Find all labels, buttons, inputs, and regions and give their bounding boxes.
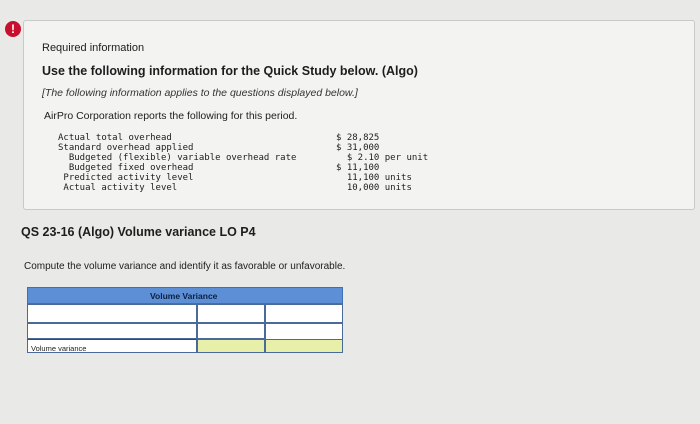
data-value: $ 31,000 (336, 143, 380, 153)
blank-row2-favorable-select[interactable] (197, 323, 265, 339)
required-label: Required information (42, 42, 145, 54)
data-label: Standard overhead applied (58, 143, 194, 153)
data-value: 10,000 units (336, 183, 412, 193)
blank-row1-amount-input[interactable] (265, 304, 343, 323)
volume-variance-label: Volume variance (31, 344, 87, 353)
data-row (58, 173, 428, 183)
data-label: Actual total overhead (58, 133, 172, 143)
data-row (58, 153, 428, 163)
info-intro: AirPro Corporation reports the following for this period. (44, 110, 298, 122)
data-row (58, 133, 428, 143)
info-heading: Use the following information for the Quick Study below. (Algo) (42, 64, 418, 78)
data-row (58, 163, 428, 173)
data-value: $ 2.10 per unit (336, 153, 429, 163)
data-row (58, 143, 428, 153)
blank-row1-label-input[interactable] (27, 304, 197, 323)
alert-icon: ! (5, 21, 21, 37)
table-header (27, 287, 343, 304)
volume-variance-amount-input[interactable] (265, 339, 343, 353)
info-note: [The following information applies to the questions displayed below.] (42, 87, 358, 99)
data-label: Actual activity level (58, 183, 178, 193)
data-label: Budgeted fixed overhead (58, 163, 194, 173)
blank-row2-label-input[interactable] (27, 323, 197, 339)
volume-variance-favorable-select[interactable] (197, 339, 265, 353)
data-label: Predicted activity level (58, 173, 194, 183)
required-info-card (23, 20, 695, 210)
data-value: $ 28,825 (336, 133, 380, 143)
blank-row1-favorable-select[interactable] (197, 304, 265, 323)
question-title: QS 23-16 (Algo) Volume variance LO P4 (21, 225, 256, 239)
question-instruction: Compute the volume variance and identify it as favorable or unfavorable. (24, 261, 346, 272)
data-label: Budgeted (flexible) variable overhead rate (58, 153, 297, 163)
data-value: $ 11,100 (336, 163, 380, 173)
data-row (58, 183, 428, 193)
table-header-label: Volume Variance (150, 291, 218, 301)
given-data-table (58, 133, 428, 193)
volume-variance-answer-table (27, 287, 343, 353)
data-value: 11,100 units (336, 173, 412, 183)
